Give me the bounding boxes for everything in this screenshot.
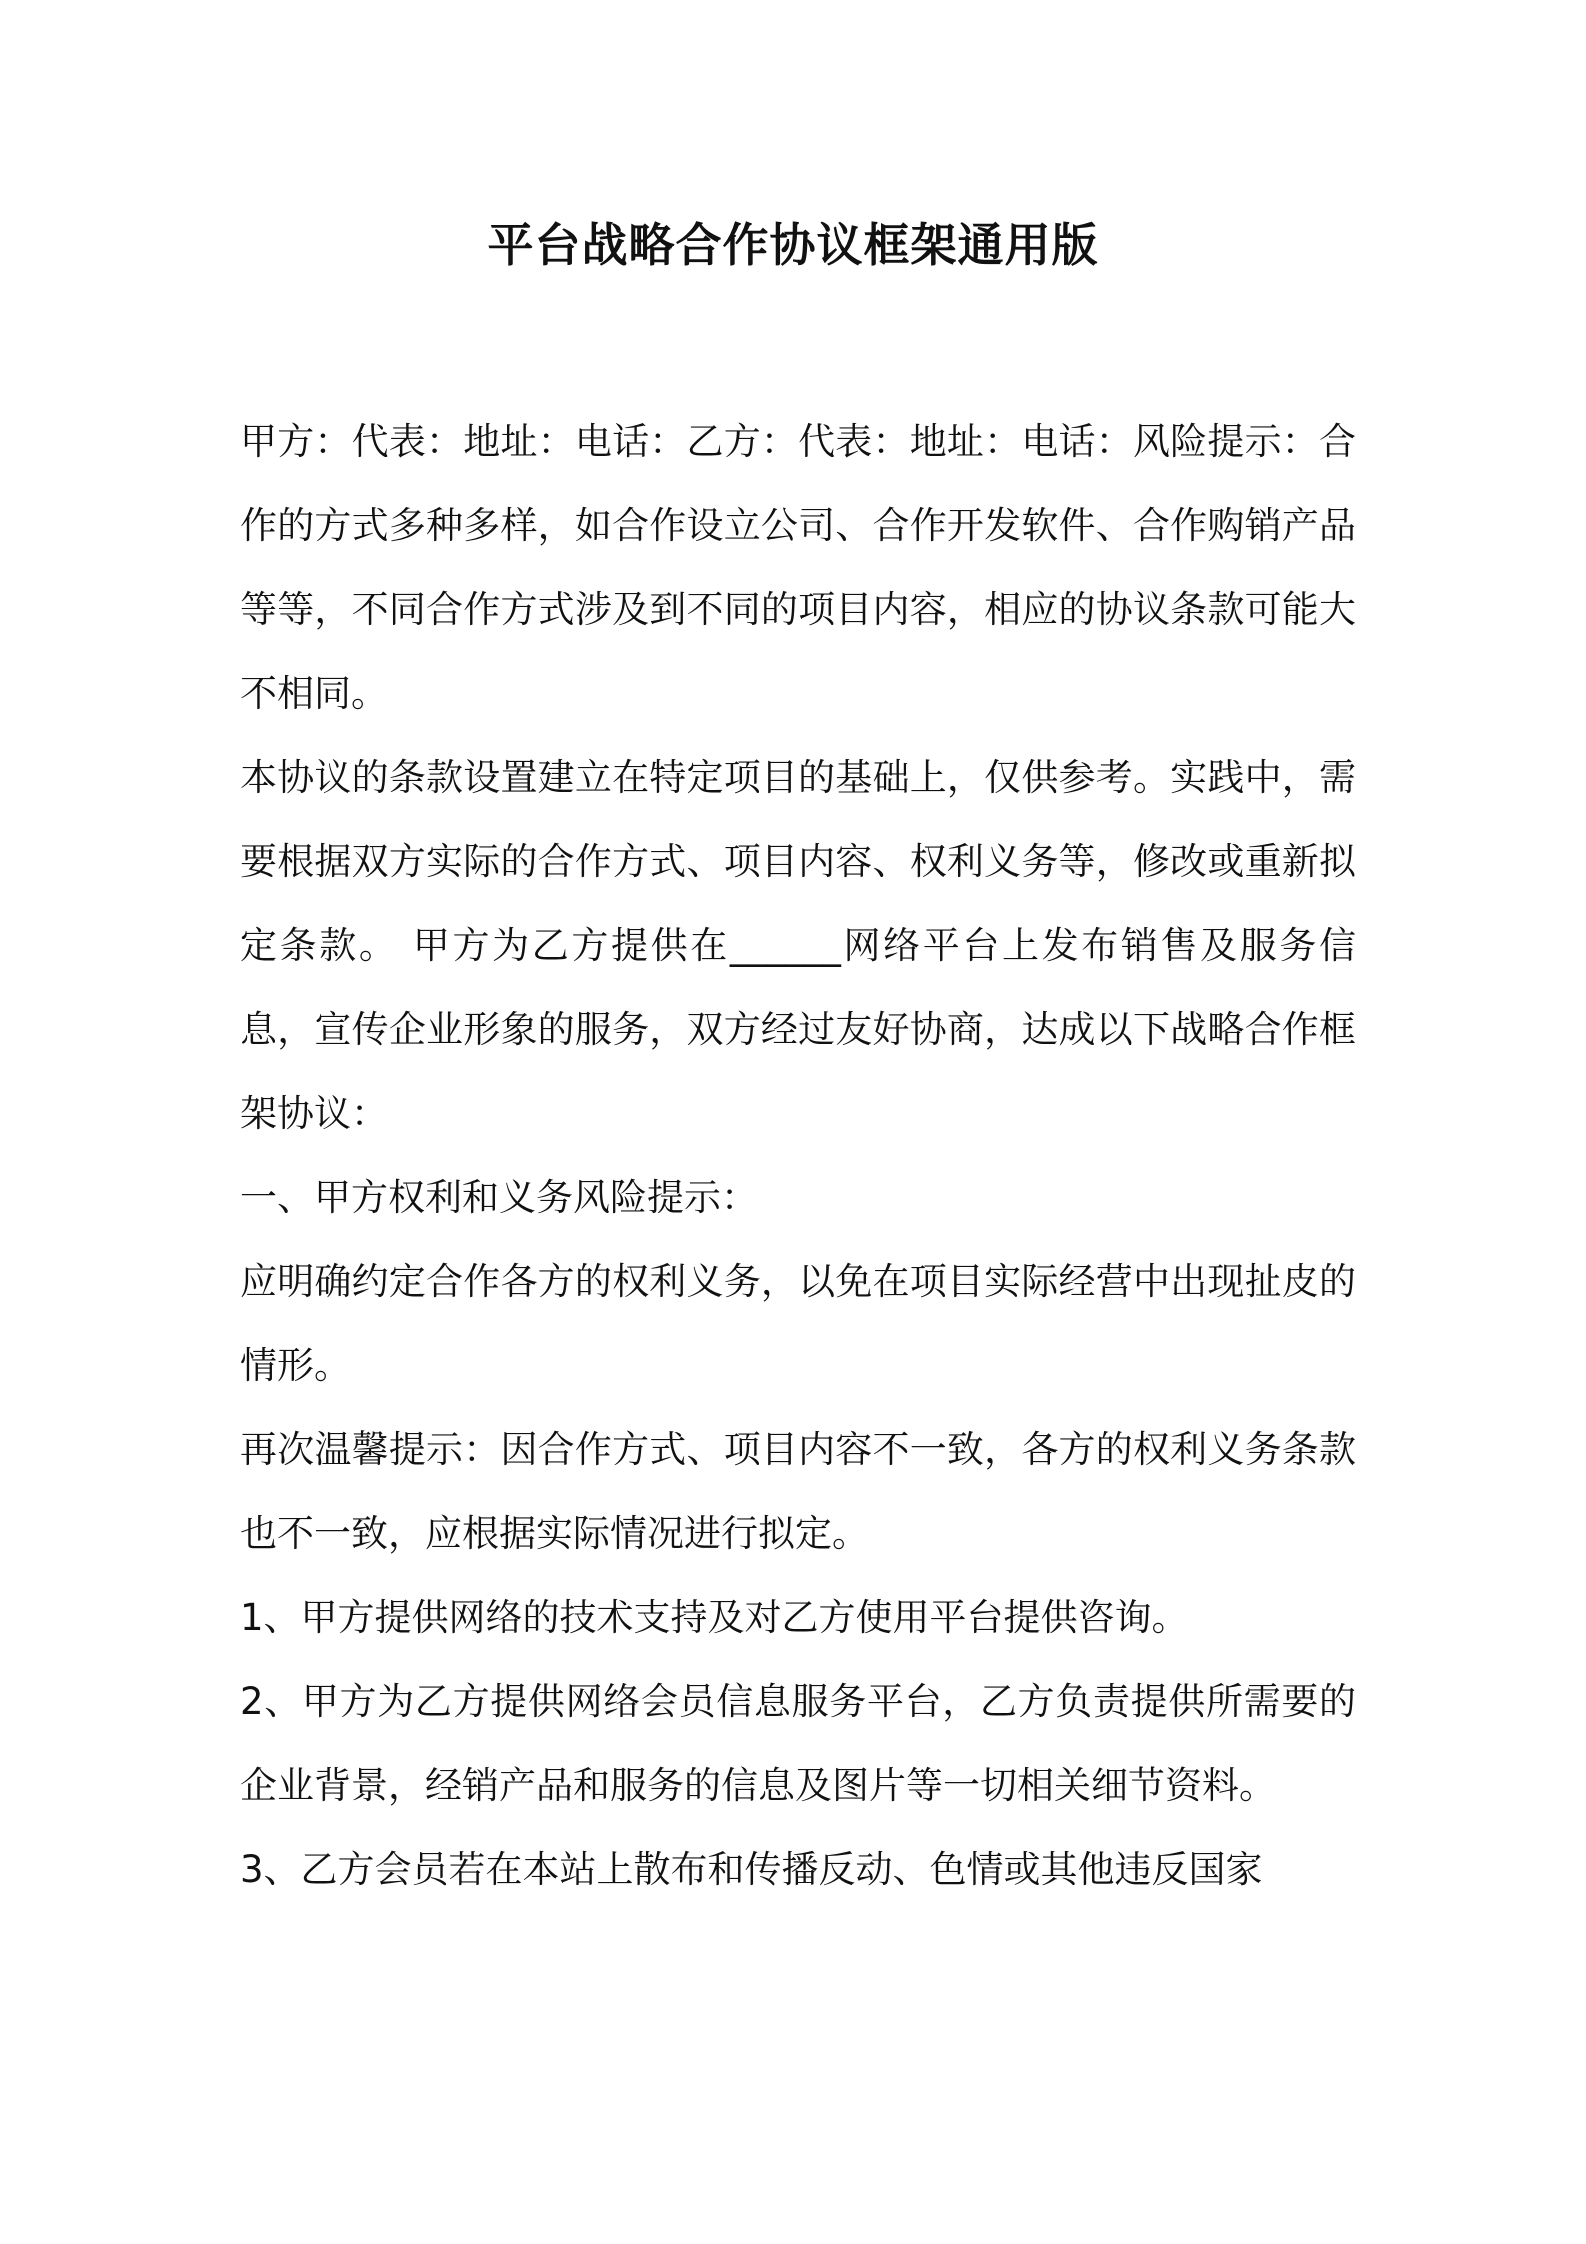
paragraph-parties-risk-notice: 甲方：代表：地址：电话：乙方：代表：地址：电话：风险提示：合作的方式多种多样，如合作设立公司、合作开发软件、合作购销产品等等，不同合作方式涉及到不同的项目内容，相应的协议条款可能大不相同。 <box>240 420 1356 715</box>
paragraph-agreement-basis: 本协议的条款设置建立在特定项目的基础上，仅供参考。实践中，需要根据双方实际的合作方式、项目内容、权利义务等，修改或重新拟定条款。 甲方为乙方提供在______网络平台上发布销售及服务信息，宣传企业形象的服务，双方经过友好协商，达成以下战略合作框架协议： <box>240 756 1356 1135</box>
document-body <box>240 400 1356 1912</box>
clause-1: 1、甲方提供网络的技术支持及对乙方使用平台提供咨询。 <box>240 1596 1189 1639</box>
clause-3: 3、乙方会员若在本站上散布和传播反动、色情或其他违反国家 <box>240 1848 1263 1891</box>
paragraph-rights-obligations-note: 应明确约定合作各方的权利义务，以免在项目实际经营中出现扯皮的情形。 <box>240 1260 1356 1387</box>
section-heading-party-a-rights: 一、甲方权利和义务风险提示： <box>240 1176 758 1219</box>
clause-2: 2、甲方为乙方提供网络会员信息服务平台，乙方负责提供所需要的企业背景，经销产品和服务的信息及图片等一切相关细节资料。 <box>240 1680 1356 1807</box>
paragraph-reminder: 再次温馨提示：因合作方式、项目内容不一致，各方的权利义务条款也不一致，应根据实际情况进行拟定。 <box>240 1428 1356 1555</box>
document-title: 平台战略合作协议框架通用版 <box>487 218 1099 272</box>
